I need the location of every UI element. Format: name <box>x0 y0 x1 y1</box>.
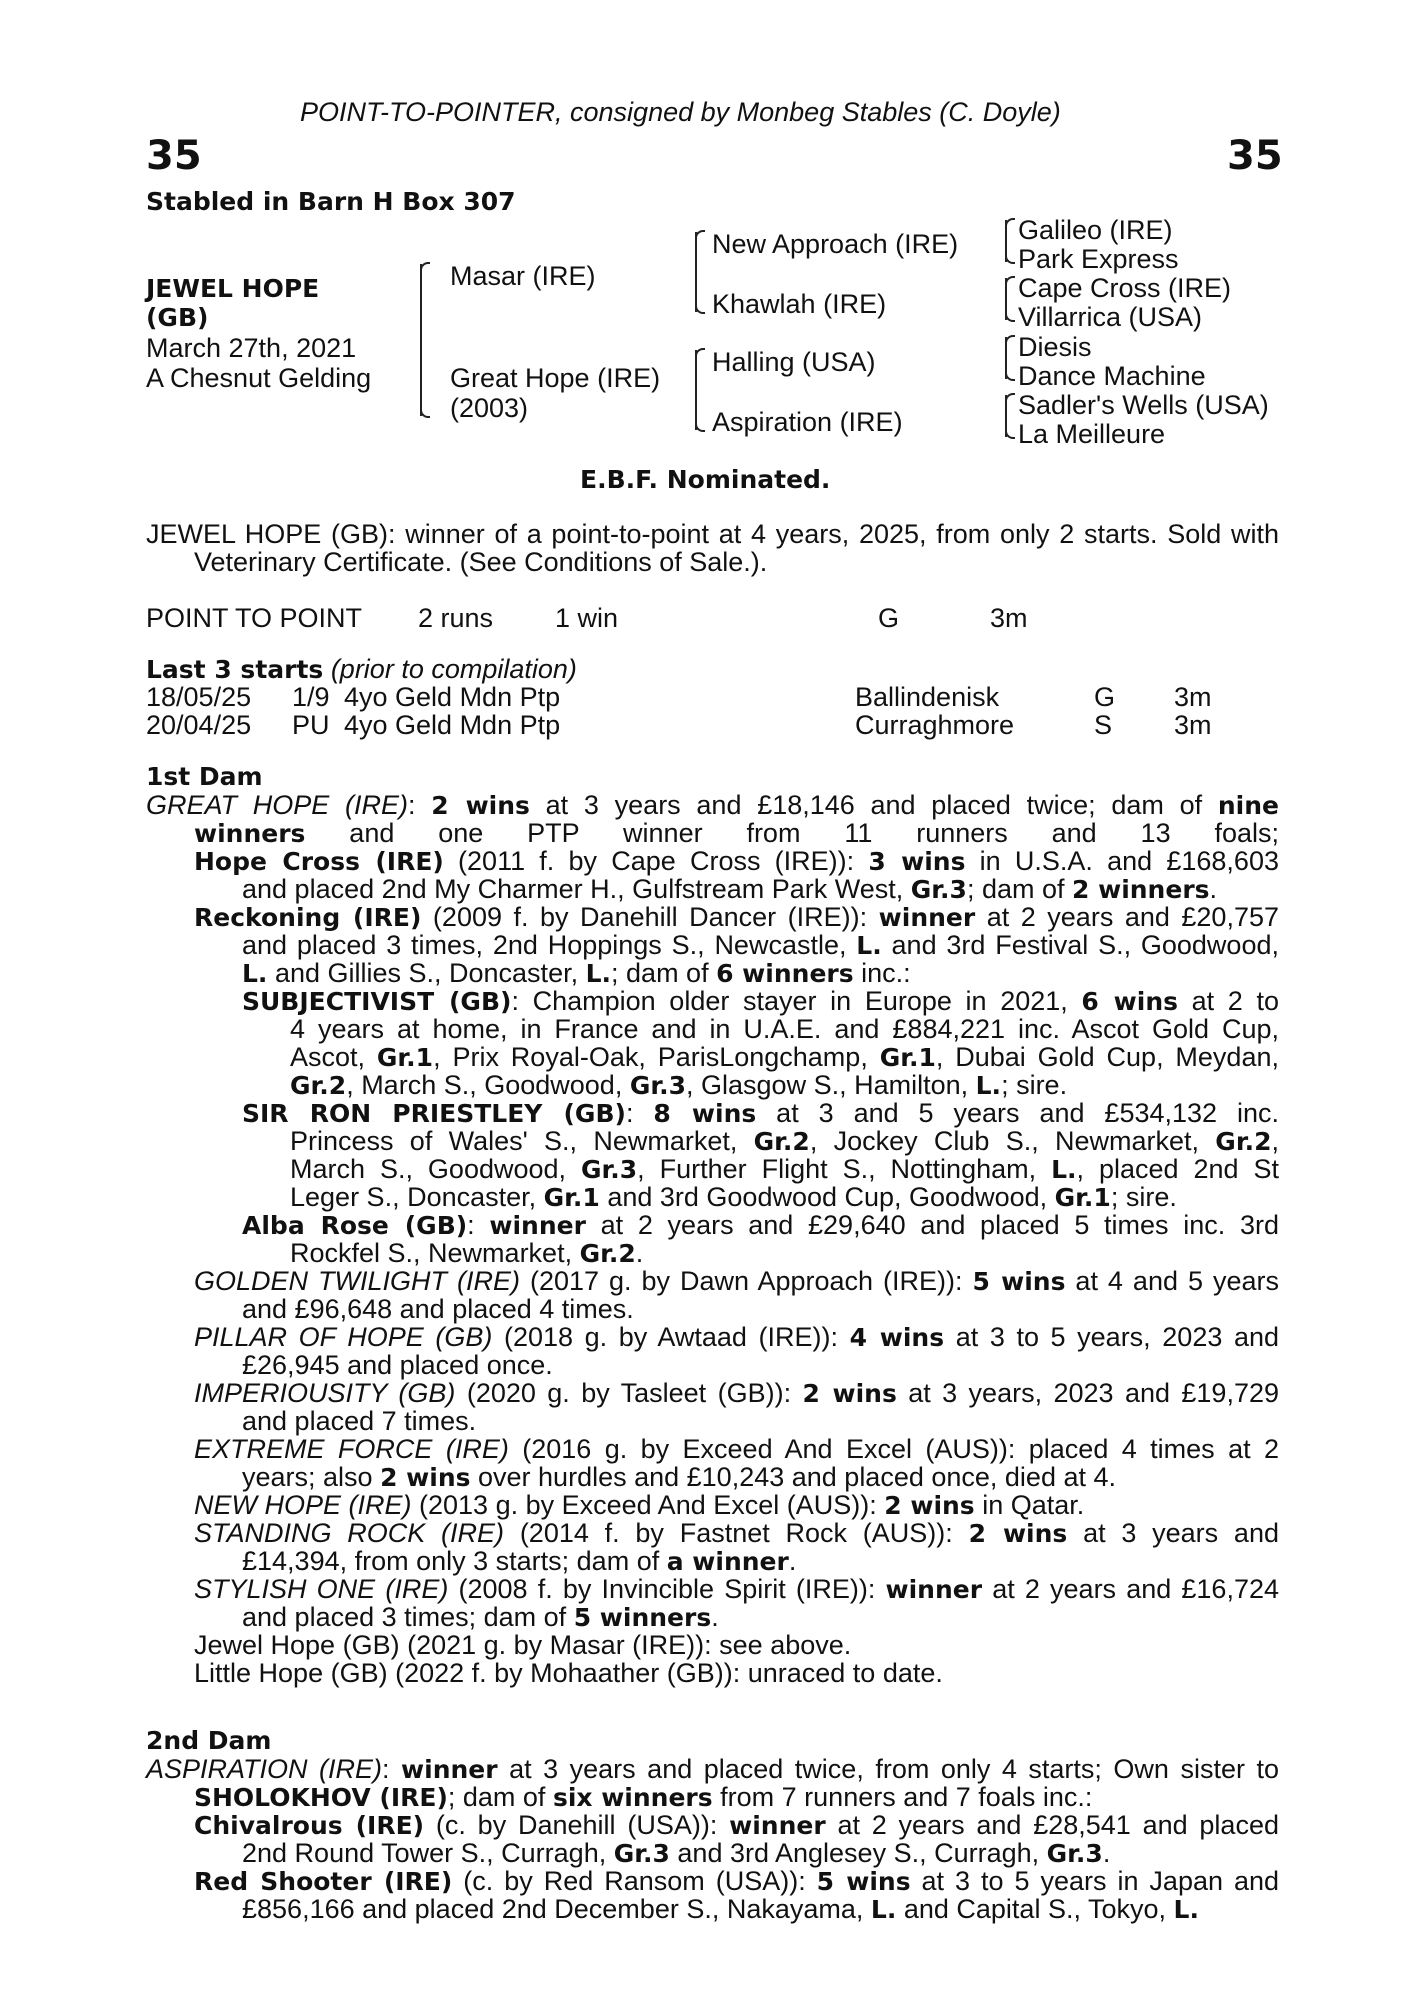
start-distance: 3m <box>1174 682 1212 712</box>
pedigree-g4: Villarrica (USA) <box>1018 302 1203 332</box>
ptp-wins: 1 win <box>555 603 619 633</box>
foaling-date: March 27th, 2021 <box>146 333 357 363</box>
dam-line: SIR RON PRIESTLEY (GB): 8 wins at 3 and 5 years and £534,132 inc. <box>242 1098 1279 1128</box>
dam-line: winners and one PTP winner from 11 runners and 13 foals; <box>194 818 1279 848</box>
horse-name-suffix: (GB) <box>146 303 209 332</box>
dam-line: £26,945 and placed once. <box>242 1350 553 1380</box>
start-position: 1/9 <box>292 682 330 712</box>
dam-line: and placed 3 times, 2nd Hoppings S., Newcastle, L. and 3rd Festival S., Goodwood, <box>242 930 1279 960</box>
stabled-location: Stabled in Barn H Box 307 <box>146 187 516 216</box>
start-position: PU <box>292 710 330 740</box>
pedigree-g5: Diesis <box>1018 332 1092 362</box>
pedigree-dam-dam: Aspiration (IRE) <box>712 407 903 437</box>
dam-line: Gr.2, March S., Goodwood, Gr.3, Glasgow S., Hamilton, L.; sire. <box>290 1070 1068 1100</box>
pedigree-brace-sire-dam <box>420 264 422 416</box>
pedigree-g7: Sadler's Wells (USA) <box>1018 390 1269 420</box>
start-distance: 3m <box>1174 710 1212 740</box>
start-date: 20/04/25 <box>146 710 252 740</box>
dam-line: £14,394, from only 3 starts; dam of a winner. <box>242 1546 797 1576</box>
dam-line: Chivalrous (IRE) (c. by Danehill (USA)): winner at 2 years and £28,541 and placed <box>194 1810 1279 1840</box>
dam-line: PILLAR OF HOPE (GB) (2018 g. by Awtaad (IRE)): 4 wins at 3 to 5 years, 2023 and <box>194 1322 1279 1352</box>
pedigree-brace-g2 <box>1005 278 1007 320</box>
pedigree-g2: Park Express <box>1018 244 1179 274</box>
last-starts-title: Last 3 starts <box>146 655 324 684</box>
pedigree-brace-g4 <box>1005 395 1007 437</box>
dam-line: Rockfel S., Newmarket, Gr.2. <box>290 1238 644 1268</box>
dam-line: EXTREME FORCE (IRE) (2016 g. by Exceed And Excel (AUS)): placed 4 times at 2 <box>194 1434 1279 1464</box>
pedigree-dam: Great Hope (IRE) <box>450 363 661 393</box>
dam-line: £856,166 and placed 2nd December S., Nakayama, L. and Capital S., Tokyo, L. <box>242 1894 1199 1924</box>
pedigree-dam-year: (2003) <box>450 393 529 423</box>
summary-line: JEWEL HOPE (GB): winner of a point-to-point at 4 years, 2025, from only 2 starts. Sold with <box>146 519 1279 549</box>
pedigree-g1: Galileo (IRE) <box>1018 215 1173 245</box>
dam-line: GREAT HOPE (IRE): 2 wins at 3 years and £18,146 and placed twice; dam of nine <box>146 790 1279 820</box>
pedigree-brace-g1 <box>1005 220 1007 262</box>
dam-line: STYLISH ONE (IRE) (2008 f. by Invincible Spirit (IRE)): winner at 2 years and £16,724 <box>194 1574 1279 1604</box>
dam-line: Reckoning (IRE) (2009 f. by Danehill Dancer (IRE)): winner at 2 years and £20,757 <box>194 902 1279 932</box>
pedigree-g8: La Meilleure <box>1018 419 1166 449</box>
dam-line: years; also 2 wins over hurdles and £10,243 and placed once, died at 4. <box>242 1462 1116 1492</box>
start-going: S <box>1094 710 1113 740</box>
dam-line: 4 years at home, in France and in U.A.E. and £884,221 inc. Ascot Gold Cup, <box>290 1014 1279 1044</box>
pedigree-brace-g3 <box>1005 337 1007 379</box>
first-dam-text <box>146 791 1279 1687</box>
dam-line: Red Shooter (IRE) (c. by Red Ransom (USA)): 5 wins at 3 to 5 years in Japan and <box>194 1866 1279 1896</box>
dam-line: Jewel Hope (GB) (2021 g. by Masar (IRE)): see above. <box>194 1630 852 1660</box>
dam-line: Alba Rose (GB): winner at 2 years and £29,640 and placed 5 times inc. 3rd <box>242 1210 1279 1240</box>
dam-line: Little Hope (GB) (2022 f. by Mohaather (GB)): unraced to date. <box>194 1658 943 1688</box>
ebf-nomination: E.B.F. Nominated. <box>580 465 831 494</box>
dam-line: 2nd Round Tower S., Curragh, Gr.3 and 3rd Anglesey S., Curragh, Gr.3. <box>242 1838 1111 1868</box>
dam-line: GOLDEN TWILIGHT (IRE) (2017 g. by Dawn Approach (IRE)): 5 wins at 4 and 5 years <box>194 1266 1279 1296</box>
dam-line: Leger S., Doncaster, Gr.1 and 3rd Goodwood Cup, Goodwood, Gr.1; sire. <box>290 1182 1177 1212</box>
dam-line: L. and Gillies S., Doncaster, L.; dam of 6 winners inc.: <box>242 958 911 988</box>
dam-line: and placed 3 times; dam of 5 winners. <box>242 1602 719 1632</box>
pedigree-brace-sire-line <box>695 232 697 312</box>
dam-line: IMPERIOUSITY (GB) (2020 g. by Tasleet (GB)): 2 wins at 3 years, 2023 and £19,729 <box>194 1378 1279 1408</box>
ptp-runs: 2 runs <box>418 603 494 633</box>
dam-line: NEW HOPE (IRE) (2013 g. by Exceed And Excel (AUS)): 2 wins in Qatar. <box>194 1490 1085 1520</box>
dam-line: SHOLOKHOV (IRE); dam of six winners from 7 runners and 7 foals inc.: <box>194 1782 1093 1812</box>
dam-line: Ascot, Gr.1, Prix Royal-Oak, ParisLongchamp, Gr.1, Dubai Gold Cup, Meydan, <box>290 1042 1279 1072</box>
dam-line: and £96,648 and placed 4 times. <box>242 1294 634 1324</box>
dam-line: STANDING ROCK (IRE) (2014 f. by Fastnet Rock (AUS)): 2 wins at 3 years and <box>194 1518 1279 1548</box>
pedigree-g6: Dance Machine <box>1018 361 1206 391</box>
consignor-line: POINT-TO-POINTER, consigned by Monbeg Stables (C. Doyle) <box>300 97 1061 127</box>
dam-line: and placed 7 times. <box>242 1406 477 1436</box>
last-starts-heading <box>146 655 577 684</box>
ptp-going: G <box>878 603 900 633</box>
dam-line: ASPIRATION (IRE): winner at 3 years and placed twice, from only 4 starts; Own sister to <box>146 1754 1279 1784</box>
dam-line: March S., Goodwood, Gr.3, Further Flight S., Nottingham, L., placed 2nd St <box>290 1154 1279 1184</box>
pedigree-sire-dam: Khawlah (IRE) <box>712 289 887 319</box>
dam-line: SUBJECTIVIST (GB): Champion older stayer in Europe in 2021, 6 wins at 2 to <box>242 986 1279 1016</box>
summary <box>146 520 1279 576</box>
start-course: Ballindenisk <box>855 682 1000 712</box>
last-starts-note: (prior to compilation) <box>330 654 577 684</box>
pedigree-dam-sire: Halling (USA) <box>712 347 876 377</box>
pedigree-g3: Cape Cross (IRE) <box>1018 273 1232 303</box>
dam-line: Hope Cross (IRE) (2011 f. by Cape Cross (IRE)): 3 wins in U.S.A. and £168,603 <box>194 846 1279 876</box>
dam-line: Princess of Wales' S., Newmarket, Gr.2, Jockey Club S., Newmarket, Gr.2, <box>290 1126 1279 1156</box>
start-race: 4yo Geld Mdn Ptp <box>344 682 561 712</box>
lot-number-right: 35 <box>1227 133 1283 179</box>
pedigree-sire: Masar (IRE) <box>450 261 596 291</box>
second-dam-text <box>146 1755 1279 1923</box>
pedigree-brace-dam-line <box>695 350 697 430</box>
ptp-distance: 3m <box>990 603 1028 633</box>
start-race: 4yo Geld Mdn Ptp <box>344 710 561 740</box>
summary-line: Veterinary Certificate. (See Conditions of Sale.). <box>194 547 768 577</box>
horse-name: JEWEL HOPE <box>146 274 320 303</box>
first-dam-title: 1st Dam <box>146 762 263 791</box>
pedigree-sire-sire: New Approach (IRE) <box>712 229 959 259</box>
dam-line: and placed 2nd My Charmer H., Gulfstream Park West, Gr.3; dam of 2 winners. <box>242 874 1218 904</box>
start-going: G <box>1094 682 1116 712</box>
ptp-label: POINT TO POINT <box>146 603 363 633</box>
second-dam-title: 2nd Dam <box>146 1726 272 1755</box>
start-date: 18/05/25 <box>146 682 252 712</box>
horse-description: A Chesnut Gelding <box>146 363 372 393</box>
lot-number-left: 35 <box>146 133 202 179</box>
start-course: Curraghmore <box>855 710 1015 740</box>
